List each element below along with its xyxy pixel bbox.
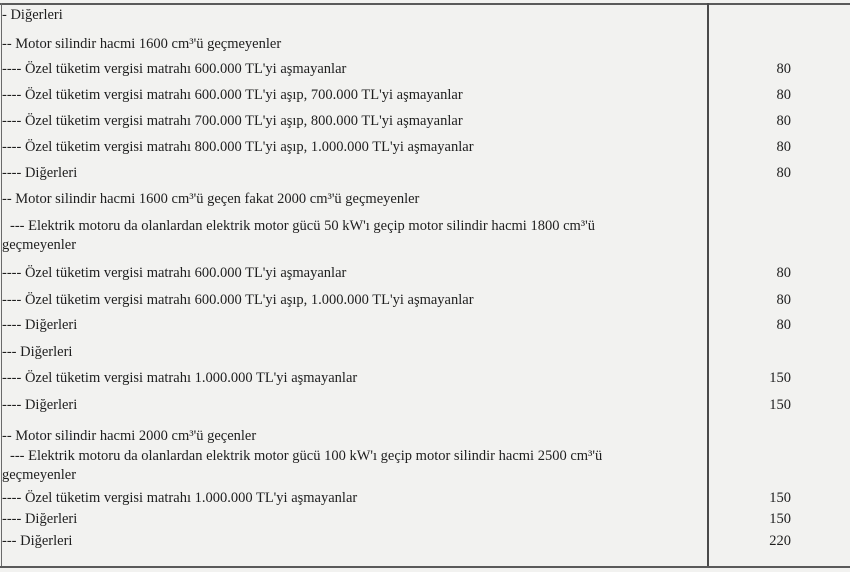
row-description: -- Motor silindir hacmi 2000 cm³'ü geçenler <box>2 428 257 444</box>
row-description: ---- Özel tüketim vergisi matrahı 600.000 TL'yi aşmayanlar <box>2 265 347 281</box>
row-description: ---- Özel tüketim vergisi matrahı 1.000.000 TL'yi aşmayanlar <box>2 370 358 386</box>
row-description: ---- Özel tüketim vergisi matrahı 1.000.000 TL'yi aşmayanlar <box>2 490 358 506</box>
row-description: -- Motor silindir hacmi 1600 cm³'ü geçen fakat 2000 cm³'ü geçmeyenler <box>2 191 420 207</box>
row-rate: 80 <box>776 87 791 103</box>
row-rate: 80 <box>776 165 791 181</box>
row-rate: 150 <box>769 370 791 386</box>
row-description: ---- Diğerleri <box>2 397 78 413</box>
row-description: ---- Özel tüketim vergisi matrahı 800.000 TL'yi aşıp, 1.000.000 TL'yi aşmayanlar <box>2 139 474 155</box>
row-description: ---- Diğerleri <box>2 317 78 333</box>
row-description: --- Diğerleri <box>2 533 73 549</box>
row-rate: 80 <box>776 292 791 308</box>
row-rate: 80 <box>776 113 791 129</box>
row-description: ---- Diğerleri <box>2 165 78 181</box>
row-description: --- Diğerleri <box>2 344 73 360</box>
row-description: geçmeyenler <box>2 237 77 253</box>
row-rate: 150 <box>769 511 791 527</box>
row-description: - Diğerleri <box>2 7 63 23</box>
row-description: -- Motor silindir hacmi 1600 cm³'ü geçmeyenler <box>2 36 282 52</box>
row-rate: 150 <box>769 397 791 413</box>
row-description: ---- Özel tüketim vergisi matrahı 600.000 TL'yi aşıp, 700.000 TL'yi aşmayanlar <box>2 87 463 103</box>
row-description: ---- Özel tüketim vergisi matrahı 600.000 TL'yi aşmayanlar <box>2 61 347 77</box>
row-description: ---- Diğerleri <box>2 511 78 527</box>
row-description: ---- Özel tüketim vergisi matrahı 600.000 TL'yi aşıp, 1.000.000 TL'yi aşmayanlar <box>2 292 474 308</box>
row-rate: 80 <box>776 265 791 281</box>
row-description: ---- Özel tüketim vergisi matrahı 700.000 TL'yi aşıp, 800.000 TL'yi aşmayanlar <box>2 113 463 129</box>
row-rate: 150 <box>769 490 791 506</box>
row-rate: 80 <box>776 317 791 333</box>
row-description: geçmeyenler <box>2 467 77 483</box>
row-rate: 220 <box>769 533 791 549</box>
row-rate: 80 <box>776 61 791 77</box>
row-description: --- Elektrik motoru da olanlardan elektrik motor gücü 50 kW'ı geçip motor silindir hacmi 1800 cm³'ü <box>10 218 595 234</box>
row-description: --- Elektrik motoru da olanlardan elektrik motor gücü 100 kW'ı geçip motor silindir hacmi 2500 cm³'ü <box>10 448 603 464</box>
row-rate: 80 <box>776 139 791 155</box>
